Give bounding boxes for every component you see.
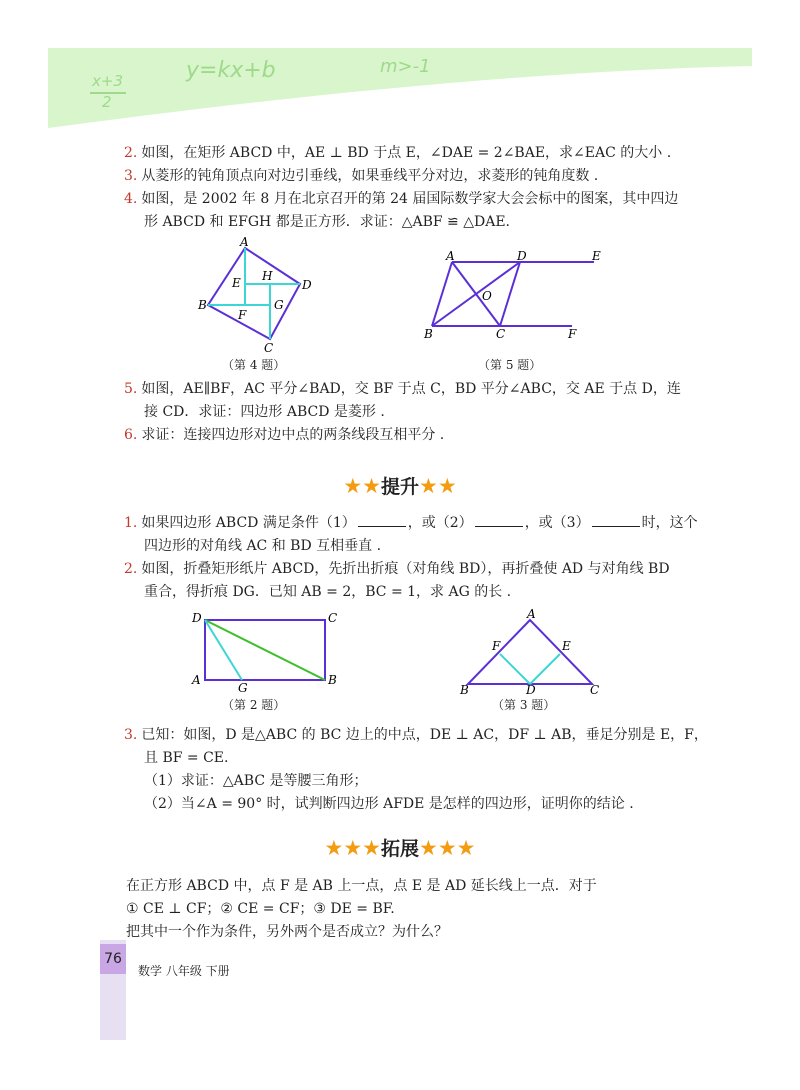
question-text: 如图，在矩形 ABCD 中，AE ⊥ BD 于点 E，∠DAE = 2∠BAE，求∠EAC 的大小 . [141,145,672,161]
figure-4 [196,236,326,356]
answer-blank-3[interactable] [592,514,640,527]
question-number: 3. [124,168,138,184]
question-text: ，或（3） [524,515,590,531]
question-2 [124,141,671,165]
figure-5 [420,248,620,344]
fig3-label-F: F [492,639,501,653]
question-5-line2: 接 CD．求证：四边形 ABCD 是菱形 . [144,404,385,420]
question-text: 如图，AE∥BF，AC 平分∠BAD，交 BF 于点 C，BD 平分∠ABC，交 AE 于点 D，连 [141,381,681,397]
fig4-label-B: B [198,298,207,312]
answer-blank-1[interactable] [358,514,406,527]
header-formula-fraction-num: x+3 [92,72,123,90]
figure-3 [456,606,606,696]
question-number: 2. [124,561,138,577]
improve-question-1-line2: 四边形的对角线 AC 和 BD 互相垂直 . [144,538,382,554]
fig3-label-D: D [526,683,536,696]
improve-question-3-part2: （2）当∠A = 90° 时，试判断四边形 AFDE 是怎样的四边形，证明你的结论 . [144,796,634,812]
question-text: 如图，是 2002 年 8 月在北京召开的第 24 届国际数学家大会会标中的图案，其中四边 [141,191,679,207]
star-icon: ★★ [419,474,457,498]
extend-line-1: 在正方形 ABCD 中，点 F 是 AB 上一点，点 E 是 AD 延长线上一点．对于 [126,878,597,894]
fig5-label-C: C [496,327,506,341]
improve-question-2 [124,557,670,581]
question-text: 时，这个 [641,515,698,531]
section-title: 拓展 [380,838,419,860]
fig2-label-D: D [192,611,202,625]
improve-question-2-line2: 重合，得折痕 DG．已知 AB = 2，BC = 1，求 AG 的长 . [144,584,512,600]
book-title: 数学 八年级 下册 [138,964,230,978]
question-number: 3. [124,727,138,743]
fig3-label-A: A [527,607,536,621]
fig5-label-B: B [424,327,433,341]
question-text: 如果四边形 ABCD 满足条件（1） [141,515,356,531]
question-number: 4. [124,191,138,207]
page-number: 76 [100,944,126,974]
fig5-label-D: D [517,249,527,263]
fig2-label-A: A [192,673,201,687]
fig3-label-C: C [590,683,600,696]
header-formula-inequality: m>-1 [380,56,431,77]
fig4-label-G: G [274,298,284,312]
star-icon: ★★ [343,474,381,498]
fig3-label-B: B [460,683,469,696]
fig3-label-E: E [562,639,571,653]
answer-blank-2[interactable] [475,514,523,527]
section-heading-improve [0,472,800,499]
fig5-label-F: F [568,327,577,341]
figure-2 [186,608,346,694]
question-4 [124,187,678,211]
figure-5-caption: （第 5 题） [478,358,542,372]
question-text: ，或（2） [407,515,473,531]
question-number: 6. [124,427,138,443]
improve-question-1 [124,511,698,535]
improve-question-3 [124,723,708,747]
star-icon: ★★★ [419,836,476,860]
question-5 [124,377,681,401]
question-text: 从菱形的钝角顶点向对边引垂线，如果垂线平分对边，求菱形的钝角度数 . [141,168,599,184]
figure-3-caption: （第 3 题） [492,698,556,712]
question-number: 2. [124,145,138,161]
question-6 [124,423,444,447]
fig5-label-A: A [446,249,455,263]
extend-line-3: 把其中一个作为条件，另外两个是否成立？为什么？ [126,924,448,940]
question-number: 1. [124,515,138,531]
fig4-label-D: D [302,278,312,292]
section-title: 提升 [380,476,419,498]
fig2-label-B: B [328,673,337,687]
fig2-label-G: G [238,681,248,694]
fig2-label-C: C [328,611,338,625]
question-text: 如图，折叠矩形纸片 ABCD，先折出折痕（对角线 BD），再折叠使 AD 与对角线 BD [141,561,670,577]
fig5-label-O: O [482,289,492,303]
star-icon: ★★★ [324,836,381,860]
fig5-label-E: E [592,249,601,263]
header-formula-linear: y=kx+b [186,58,276,83]
question-text: 已知：如图，D 是△ABC 的 BC 边上的中点，DE ⊥ AC，DF ⊥ AB，垂足分别是 E，F， [141,727,708,743]
header-formula-fraction-den: 2 [102,93,112,111]
extend-line-2: ① CE ⊥ CF；② CE = CF；③ DE = BF. [126,901,395,917]
improve-question-3-line2: 且 BF = CE. [144,750,229,766]
improve-question-3-part1: （1）求证：△ABC 是等腰三角形； [144,773,368,789]
section-heading-extend [0,834,800,861]
question-4-line2: 形 ABCD 和 EFGH 都是正方形．求证：△ABF ≌ △DAE. [144,214,511,230]
figure-2-caption: （第 2 题） [222,698,286,712]
figure-4-caption: （第 4 题） [222,358,286,372]
question-text: 求证：连接四边形对边中点的两条线段互相平分 . [141,427,445,443]
question-3 [124,164,598,188]
fig4-label-H: H [262,269,273,283]
fig4-label-A: A [240,236,249,249]
question-number: 5. [124,381,138,397]
fig4-label-E: E [232,276,241,290]
fig4-label-C: C [264,341,274,355]
fig4-label-F: F [238,308,247,322]
